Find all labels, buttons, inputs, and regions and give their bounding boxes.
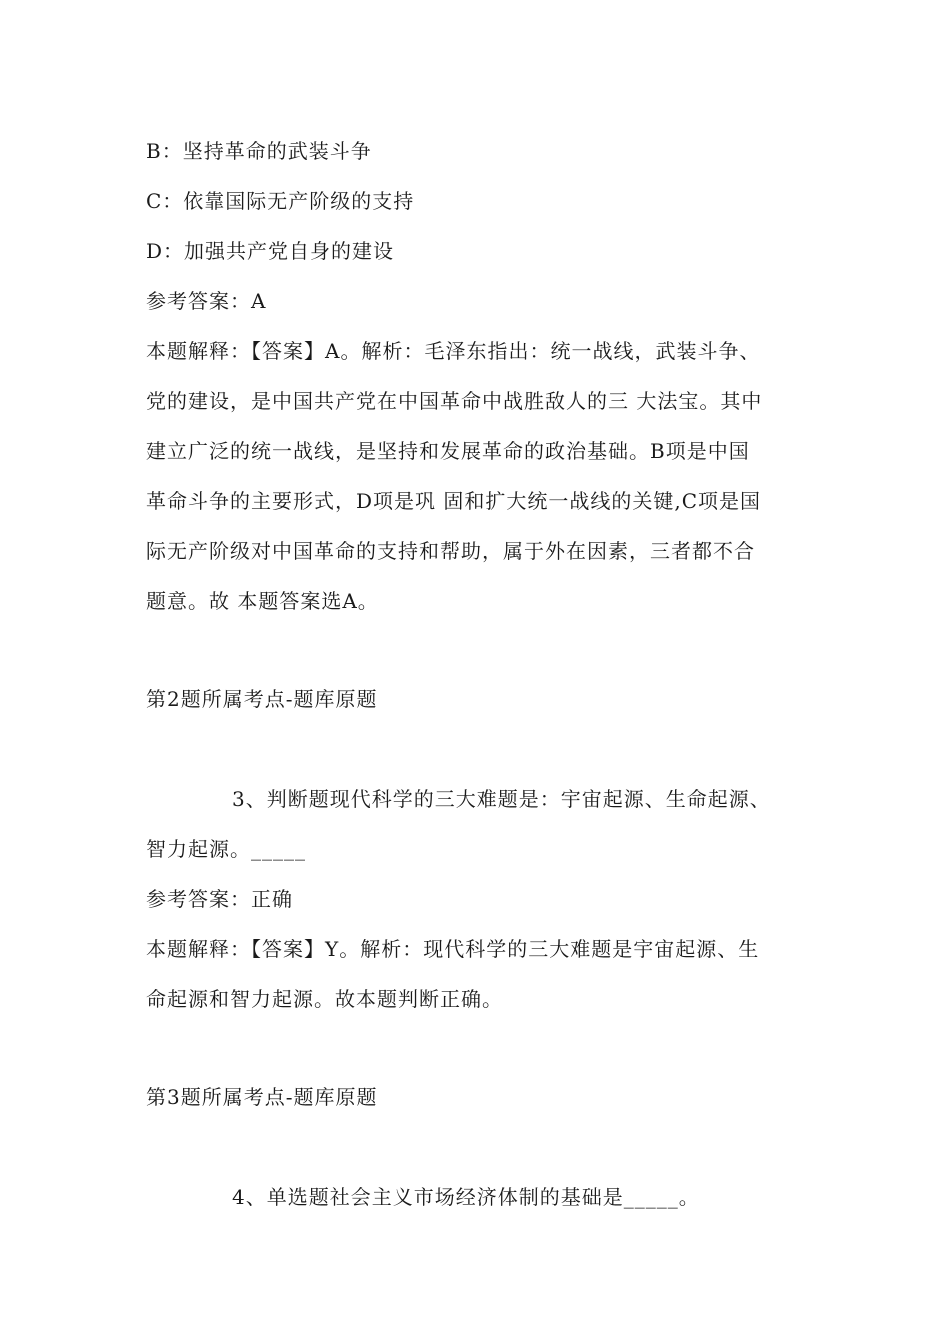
reference-answer: 参考答案：A — [146, 289, 267, 313]
explanation-line: 建立广泛的统一战线，是坚持和发展革命的政治基础。B项是中国 — [146, 439, 750, 463]
explanation-line: 本题解释：【答案】Y。解析：现代科学的三大难题是宇宙起源、生 — [146, 937, 760, 961]
question-text: 智力起源。_____ — [146, 837, 306, 861]
explanation-line: 命起源和智力起源。故本题判断正确。 — [146, 987, 503, 1011]
option-c: C：依靠国际无产阶级的支持 — [146, 189, 415, 213]
topic-label: 第2题所属考点-题库原题 — [146, 687, 378, 711]
explanation-line: 党的建设，是中国共产党在中国革命中战胜敌人的三 大法宝。其中 — [146, 389, 763, 413]
topic-label: 第3题所属考点-题库原题 — [146, 1085, 378, 1109]
option-b: B：坚持革命的武装斗争 — [146, 139, 372, 163]
question-text: 3、判断题现代科学的三大难题是：宇宙起源、生命起源、 — [232, 787, 771, 811]
option-d: D：加强共产党自身的建设 — [146, 239, 395, 263]
question-text: 4、单选题社会主义市场经济体制的基础是_____。 — [232, 1185, 700, 1209]
explanation-line: 革命斗争的主要形式，D项是巩 固和扩大统一战线的关键,C项是国 — [146, 489, 762, 513]
explanation-line: 本题解释：【答案】A。解析：毛泽东指出：统一战线，武装斗争、 — [146, 339, 761, 363]
explanation-line: 题意。故 本题答案选A。 — [146, 589, 379, 613]
explanation-line: 际无产阶级对中国革命的支持和帮助，属于外在因素，三者都不合 — [146, 539, 755, 563]
reference-answer: 参考答案：正确 — [146, 887, 293, 911]
